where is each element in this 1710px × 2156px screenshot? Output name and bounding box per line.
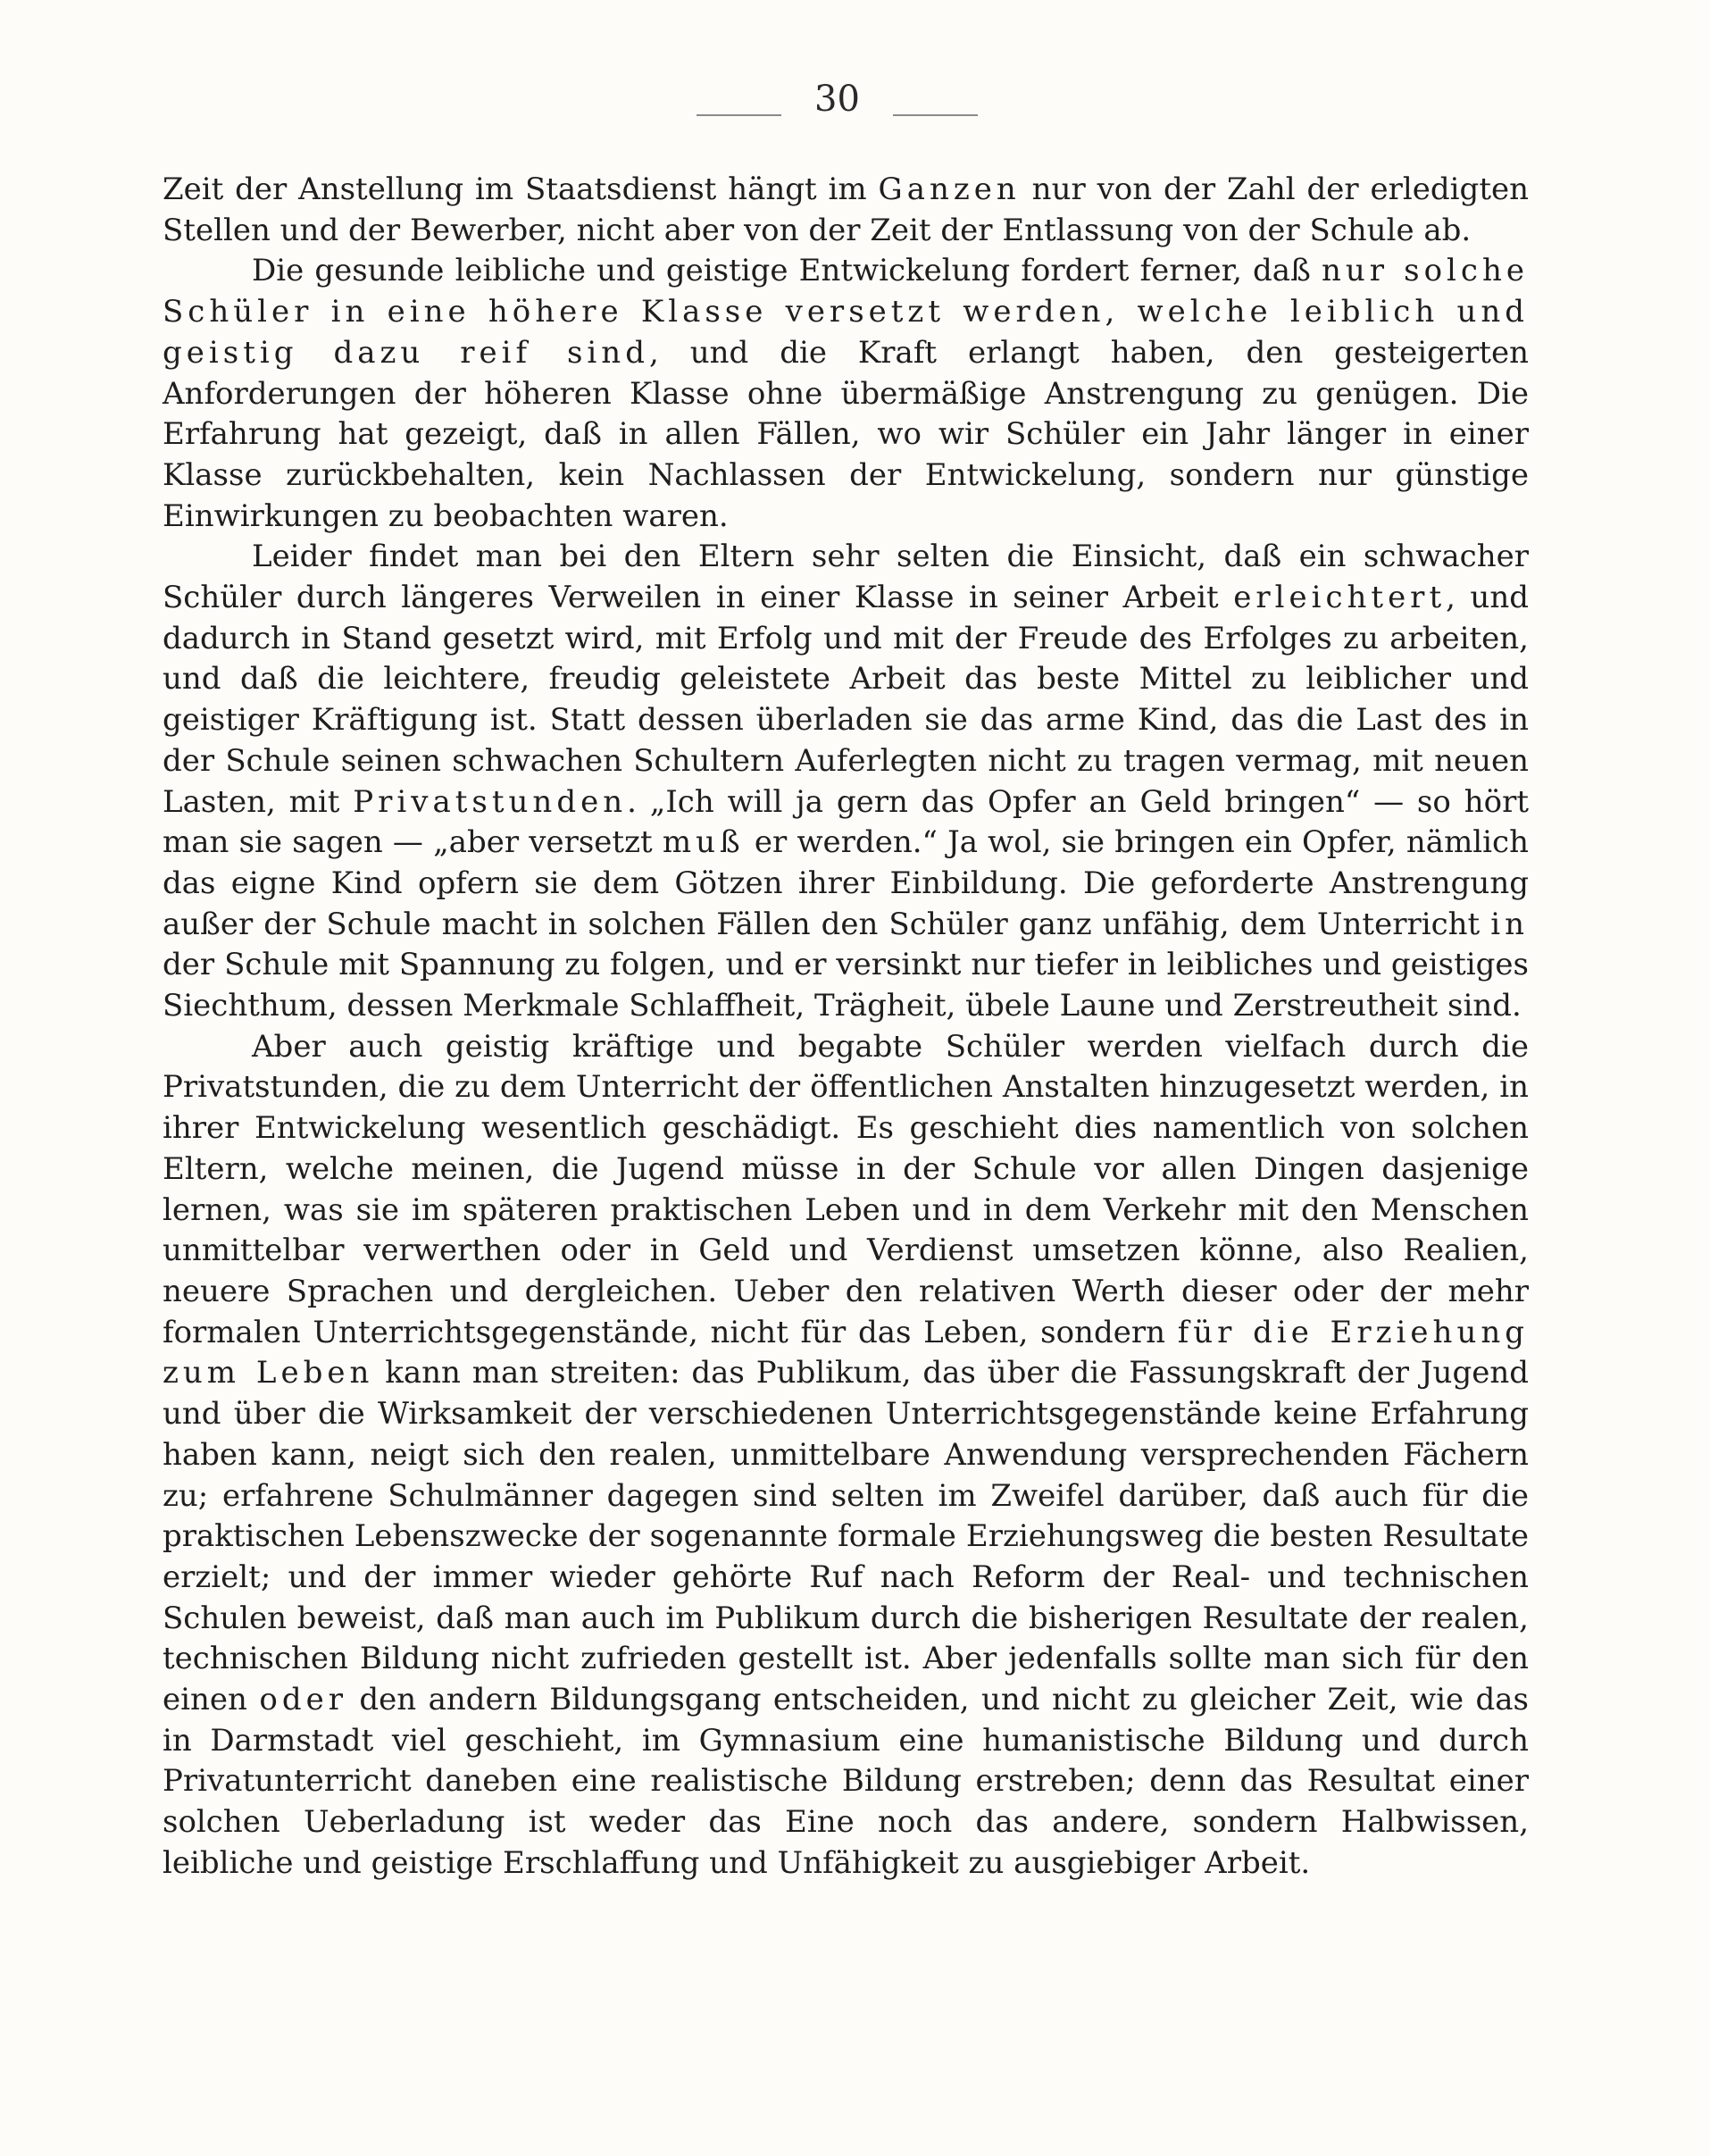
text-segment: kann man streiten: das Publikum, das über die Fassungskraft der Jugend und über die Wirksamkeit der verschiedenen Unterrichtsgegenstände keine Erfahrung haben kann, neigt sich den realen, unmittelbare Anwendung versprechenden Fächern zu; erfahrene Schulmänner dagegen sind selten im Zweifel darüber, daß auch für die praktischen Lebenszwecke der sogenannte formale Erziehungsweg die besten Resultate erzielt; und der immer wieder gehörte Ruf nach Reform der Real- und technischen Schulen beweist, daß man auch im Publikum durch die bisherigen Resultate der realen, technischen Bildung nicht zufrieden gestellt ist. Aber jedenfalls sollte man sich für den einen [163, 1355, 1529, 1718]
emphasized-text: Ganzen [878, 171, 1021, 207]
emphasized-text: oder [259, 1682, 347, 1718]
emphasized-text: nur solche Schüler in eine höhere Klasse versetzt werden, welche leiblich und geistig dazu reif sind [163, 253, 1529, 371]
text-segment: . „Ich will ja gern das Opfer an Geld bringen“ — so hört man sie sagen — „aber versetzt [163, 783, 1529, 861]
text-segment: Zeit der Anstellung im Staatsdienst hängt im [163, 171, 879, 207]
emphasized-text: muß [662, 824, 745, 861]
text-segment: Aber auch geistig kräftige und begabte Schüler werden vielfach durch die Privatstunden, die zu dem Unterricht der öffentlichen Anstalten hinzugesetzt werden, in ihrer Entwickelung wesentlich geschädigt. Es geschieht dies namentlich von solchen Eltern, welche meinen, die Jugend müsse in der Schule vor allen Dingen dasjenige lernen, was sie im späteren praktischen Leben und in dem Verkehr mit den Menschen unmittelbar verwerthen oder in Geld und Verdienst umsetzen könne, also Realien, neuere Sprachen und dergleichen. Ueber den relativen Werth dieser oder der mehr formalen Unterrichtsgegenstände, nicht für das Leben, sondern [163, 1028, 1529, 1350]
page-number: 30 [814, 79, 860, 120]
text-segment: er werden.“ Ja wol, sie bringen ein Opfer, nämlich das eigne Kind opfern sie dem Götzen ihrer Einbildung. Die geforderte Anstrengung außer der Schule macht in solchen Fällen den Schüler ganz unfähig, dem Unterricht [163, 824, 1529, 942]
text-segment: Die gesunde leibliche und geistige Entwickelung fordert ferner, daß [252, 253, 1322, 289]
text-segment: , und dadurch in Stand gesetzt wird, mit Erfolg und mit der Freude des Erfolges zu arbeiten, und daß die leichtere, freudig geleistete Arbeit das beste Mittel zu leiblicher und geistiger Kräftigung ist. Statt dessen überladen sie das arme Kind, das die Last des in der Schule seinen schwachen Schultern Auferlegten nicht zu tragen vermag, mit neuen Lasten, mit [163, 580, 1529, 820]
page-header [0, 79, 1710, 141]
paragraph [163, 170, 1529, 251]
emphasized-text: für die Erziehung zum Leben [163, 1314, 1529, 1391]
paragraph [163, 251, 1529, 537]
text-segment: nur von der Zahl der erledigten Stellen und der Bewerber, nicht aber von der Zeit der Entlassung von der Schule ab. [163, 171, 1529, 248]
header-rule-right [893, 114, 978, 116]
text-segment: der Schule mit Spannung zu folgen, und er versinkt nur tiefer in leibliches und geistiges Siechthum, dessen Merkmale Schlaffheit, Trägheit, übele Laune und Zerstreutheit sind. [163, 947, 1529, 1024]
text-segment: Leider findet man bei den Eltern sehr selten die Einsicht, daß ein schwacher Schüler durch längeres Verweilen in einer Klasse in seiner Arbeit [163, 539, 1529, 616]
text-segment: den andern Bildungsgang entscheiden, und nicht zu gleicher Zeit, wie das in Darmstadt viel geschieht, im Gymnasium eine humanistische Bildung und durch Privatunterricht daneben eine realistische Bildung erstreben; denn das Resultat einer solchen Ueberladung ist weder das Eine noch das andere, sondern Halbwissen, leibliche und geistige Erschlaffung und Unfähigkeit zu ausgiebiger Arbeit. [163, 1682, 1530, 1881]
body-text [163, 170, 1529, 1884]
paragraph [163, 1027, 1529, 1884]
text-segment: , und die Kraft erlangt haben, den gesteigerten Anforderungen der höheren Klasse ohne übermäßige Anstrengung zu genügen. Die Erfahrung hat gezeigt, daß in allen Fällen, wo wir Schüler ein Jahr länger in einer Klasse zurückbehalten, kein Nachlassen der Entwickelung, sondern nur günstige Einwirkungen zu beobachten waren. [163, 334, 1529, 534]
emphasized-text: erleichtert [1233, 580, 1447, 616]
emphasized-text: in [1490, 906, 1529, 942]
paragraph [163, 537, 1529, 1026]
header-rule-left [697, 114, 781, 116]
emphasized-text: Privatstunden [353, 783, 628, 820]
